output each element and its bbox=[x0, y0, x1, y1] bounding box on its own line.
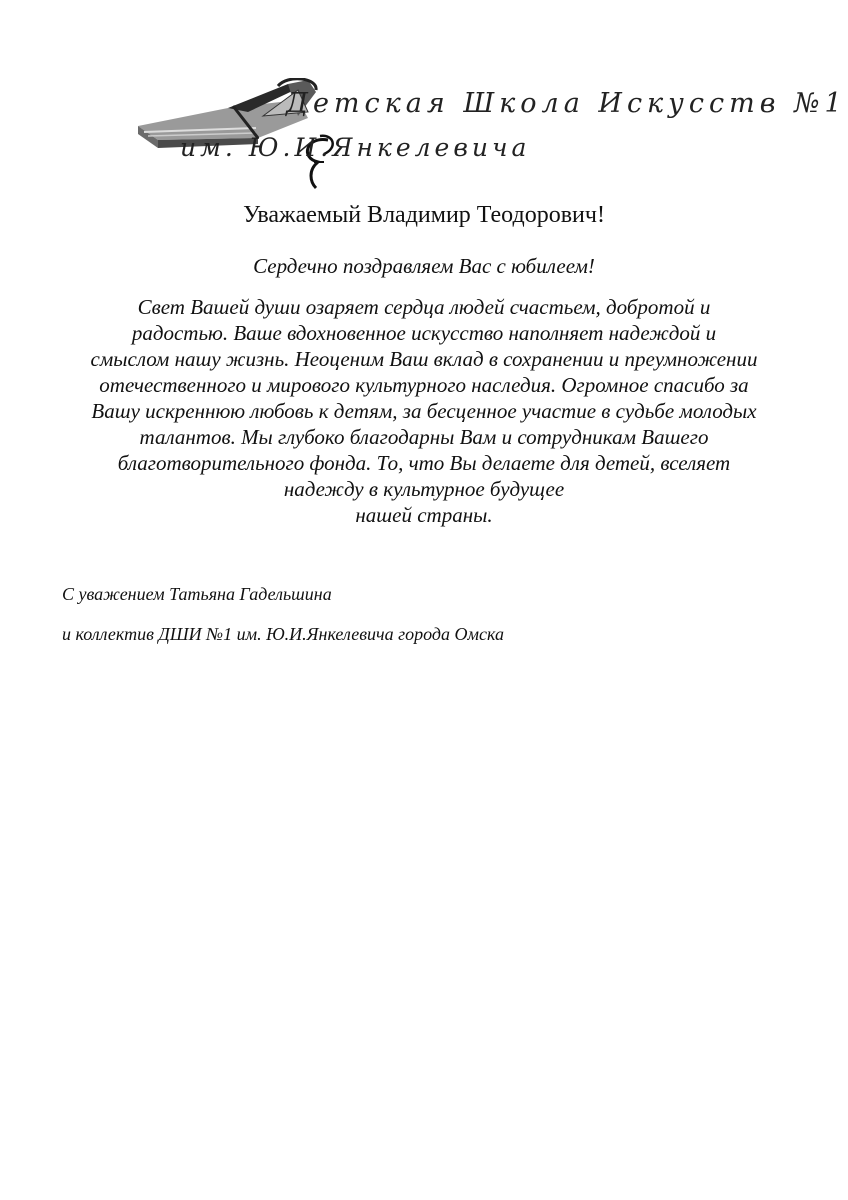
greeting-subtitle: Сердечно поздравляем Вас с юбилеем! bbox=[253, 254, 595, 278]
body-line: радостью. Ваше вдохновенное искусство наполняет надеждой и bbox=[131, 321, 717, 345]
body-line: Вашу искреннюю любовь к детям, за бесценное участие в судьбе молодых bbox=[91, 399, 757, 423]
body-line: Свет Вашей души озаряет сердца людей счастьем, добротой и bbox=[137, 295, 711, 319]
letter-body bbox=[50, 294, 798, 528]
body-line: нашей страны. bbox=[355, 503, 493, 527]
body-line: смыслом нашу жизнь. Неоценим Ваш вклад в сохранении и преумножении bbox=[90, 347, 758, 371]
body-line: благотворительного фонда. То, что Вы делаете для детей, вселяет bbox=[117, 451, 731, 475]
logo-school-name: Детская Школа Искусств №1 bbox=[286, 88, 847, 119]
body-line: отечественного и мирового культурного наследия. Огромное спасибо за bbox=[99, 373, 749, 397]
signature-collective: и коллектив ДШИ №1 им. Ю.И.Янкелевича города Омска bbox=[62, 624, 504, 644]
body-line: надежду в культурное будущее bbox=[283, 477, 565, 501]
salutation-heading: Уважаемый Владимир Теодорович! bbox=[243, 202, 605, 228]
signature-sender: С уважением Татьяна Гадельшина bbox=[62, 584, 332, 604]
logo-school-dedication: им. Ю.И.Янкелевича bbox=[180, 133, 531, 162]
school-logo bbox=[138, 78, 847, 196]
body-line: талантов. Мы глубоко благодарны Вам и сотрудникам Вашего bbox=[139, 425, 709, 449]
